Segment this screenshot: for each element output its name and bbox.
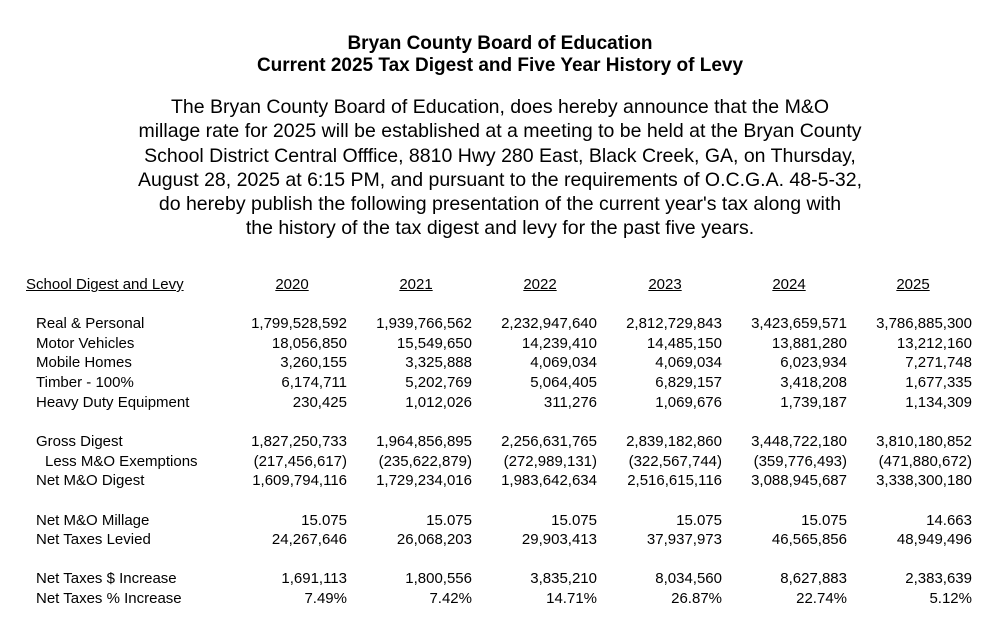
table-row — [0, 432, 1000, 452]
cell-2021: 1,939,766,562 — [376, 315, 472, 332]
row-label: Heavy Duty Equipment — [36, 394, 190, 411]
cell-2021: 26,068,203 — [396, 531, 472, 548]
cell-2021: 1,012,026 — [405, 394, 472, 411]
cell-2020: 7.49% — [304, 590, 347, 607]
row-label: Timber - 100% — [36, 374, 134, 391]
row-label: Net Taxes $ Increase — [36, 570, 177, 587]
table-row — [0, 511, 1000, 531]
table-row — [0, 471, 1000, 491]
row-label: Net M&O Digest — [36, 472, 145, 489]
cell-2021: 1,729,234,016 — [376, 472, 472, 489]
cell-2025: 1,134,309 — [905, 394, 972, 411]
cell-2023: 26.87% — [671, 590, 722, 607]
cell-2023: 37,937,973 — [646, 531, 722, 548]
cell-2025: 14.663 — [926, 512, 972, 529]
cell-2020: 1,691,113 — [281, 570, 347, 587]
cell-2022: (272,989,131) — [503, 453, 597, 470]
cell-2023: 8,034,560 — [655, 570, 722, 587]
cell-2022: 15.075 — [551, 512, 597, 529]
cell-2020: (217,456,617) — [253, 453, 347, 470]
row-label: Motor Vehicles — [36, 335, 135, 352]
row-label: Gross Digest — [36, 433, 123, 450]
cell-2025: 5.12% — [929, 590, 972, 607]
cell-2021: 15,549,650 — [396, 335, 472, 352]
cell-2024: 3,448,722,180 — [751, 433, 847, 450]
cell-2025: 7,271,748 — [905, 354, 972, 371]
cell-2025: 1,677,335 — [905, 374, 972, 391]
table-row — [0, 373, 1000, 393]
year-header-2024: 2024 — [772, 276, 806, 293]
cell-2023: 6,829,157 — [655, 374, 722, 391]
cell-2025: 3,338,300,180 — [876, 472, 972, 489]
cell-2020: 1,799,528,592 — [251, 315, 347, 332]
table-label-header: School Digest and Levy — [26, 276, 184, 293]
cell-2024: 15.075 — [801, 512, 847, 529]
row-label: Net Taxes % Increase — [36, 590, 182, 607]
document-title: Bryan County Board of Education — [347, 33, 653, 54]
cell-2023: 4,069,034 — [655, 354, 722, 371]
cell-2021: 3,325,888 — [405, 354, 472, 371]
cell-2020: 15.075 — [301, 512, 347, 529]
cell-2024: 8,627,883 — [780, 570, 847, 587]
announcement-paragraph — [0, 95, 1000, 241]
cell-2020: 1,609,794,116 — [252, 472, 347, 489]
cell-2021: 7.42% — [429, 590, 472, 607]
cell-2022: 1,983,642,634 — [501, 472, 597, 489]
year-header-2022: 2022 — [523, 276, 557, 293]
row-label: Net Taxes Levied — [36, 531, 151, 548]
cell-2023: 2,839,182,860 — [626, 433, 722, 450]
cell-2022: 2,232,947,640 — [501, 315, 597, 332]
year-header-2020: 2020 — [275, 276, 309, 293]
year-header-2021: 2021 — [399, 276, 433, 293]
cell-2020: 24,267,646 — [271, 531, 347, 548]
cell-2022: 14.71% — [546, 590, 597, 607]
cell-2021: 1,800,556 — [405, 570, 472, 587]
row-label: Real & Personal — [36, 315, 145, 332]
table-row — [0, 589, 1000, 609]
announcement-line: the history of the tax digest and levy for the past five years. — [245, 217, 755, 240]
cell-2023: 1,069,676 — [655, 394, 722, 411]
cell-2025: (471,880,672) — [878, 453, 972, 470]
cell-2020: 3,260,155 — [280, 354, 347, 371]
announcement-line: August 28, 2025 at 6:15 PM, and pursuant to the requirements of O.C.G.A. 48-5-32, — [137, 168, 863, 191]
cell-2021: (235,622,879) — [378, 453, 472, 470]
cell-2022: 2,256,631,765 — [501, 433, 597, 450]
cell-2023: 15.075 — [676, 512, 722, 529]
cell-2022: 5,064,405 — [530, 374, 597, 391]
cell-2024: (359,776,493) — [753, 453, 847, 470]
cell-2023: 2,516,615,116 — [627, 472, 722, 489]
cell-2022: 3,835,210 — [530, 570, 597, 587]
cell-2025: 3,810,180,852 — [876, 433, 972, 450]
cell-2022: 14,239,410 — [521, 335, 597, 352]
cell-2024: 3,423,659,571 — [751, 315, 847, 332]
table-row — [0, 530, 1000, 550]
table-row — [0, 393, 1000, 413]
cell-2024: 6,023,934 — [780, 354, 847, 371]
announcement-line: do hereby publish the following presentation of the current year's tax along with — [158, 193, 842, 216]
announcement-line: millage rate for 2025 will be established at a meeting to be held at the Bryan County — [138, 120, 862, 143]
cell-2025: 2,383,639 — [905, 570, 972, 587]
cell-2023: 2,812,729,843 — [626, 315, 722, 332]
table-row — [0, 314, 1000, 334]
cell-2024: 13,881,280 — [771, 335, 847, 352]
cell-2024: 3,418,208 — [780, 374, 847, 391]
row-label: Less M&O Exemptions — [45, 453, 198, 470]
cell-2025: 3,786,885,300 — [876, 315, 972, 332]
cell-2024: 3,088,945,687 — [751, 472, 847, 489]
cell-2021: 5,202,769 — [405, 374, 472, 391]
cell-2020: 18,056,850 — [271, 335, 347, 352]
cell-2023: 14,485,150 — [646, 335, 722, 352]
cell-2024: 22.74% — [796, 590, 847, 607]
cell-2024: 46,565,856 — [771, 531, 847, 548]
announcement-line: School District Central Offfice, 8810 Hwy 280 East, Black Creek, GA, on Thursday, — [144, 144, 856, 167]
document-subtitle: Current 2025 Tax Digest and Five Year History of Levy — [256, 55, 744, 76]
cell-2021: 15.075 — [426, 512, 472, 529]
cell-2022: 311,276 — [543, 394, 597, 411]
table-row — [0, 569, 1000, 589]
cell-2021: 1,964,856,895 — [376, 433, 472, 450]
row-label: Mobile Homes — [36, 354, 132, 371]
table-row — [0, 452, 1000, 472]
year-header-2023: 2023 — [648, 276, 682, 293]
cell-2025: 13,212,160 — [896, 335, 972, 352]
year-header-2025: 2025 — [896, 276, 930, 293]
cell-2020: 6,174,711 — [281, 374, 347, 391]
cell-2022: 29,903,413 — [521, 531, 597, 548]
cell-2024: 1,739,187 — [780, 394, 847, 411]
announcement-line: The Bryan County Board of Education, does hereby announce that the M&O — [171, 96, 829, 118]
cell-2020: 1,827,250,733 — [251, 433, 347, 450]
cell-2022: 4,069,034 — [530, 354, 597, 371]
row-label: Net M&O Millage — [36, 512, 150, 529]
cell-2025: 48,949,496 — [896, 531, 972, 548]
cell-2020: 230,425 — [292, 394, 347, 411]
cell-2023: (322,567,744) — [628, 453, 722, 470]
table-row — [0, 334, 1000, 354]
table-row — [0, 353, 1000, 373]
